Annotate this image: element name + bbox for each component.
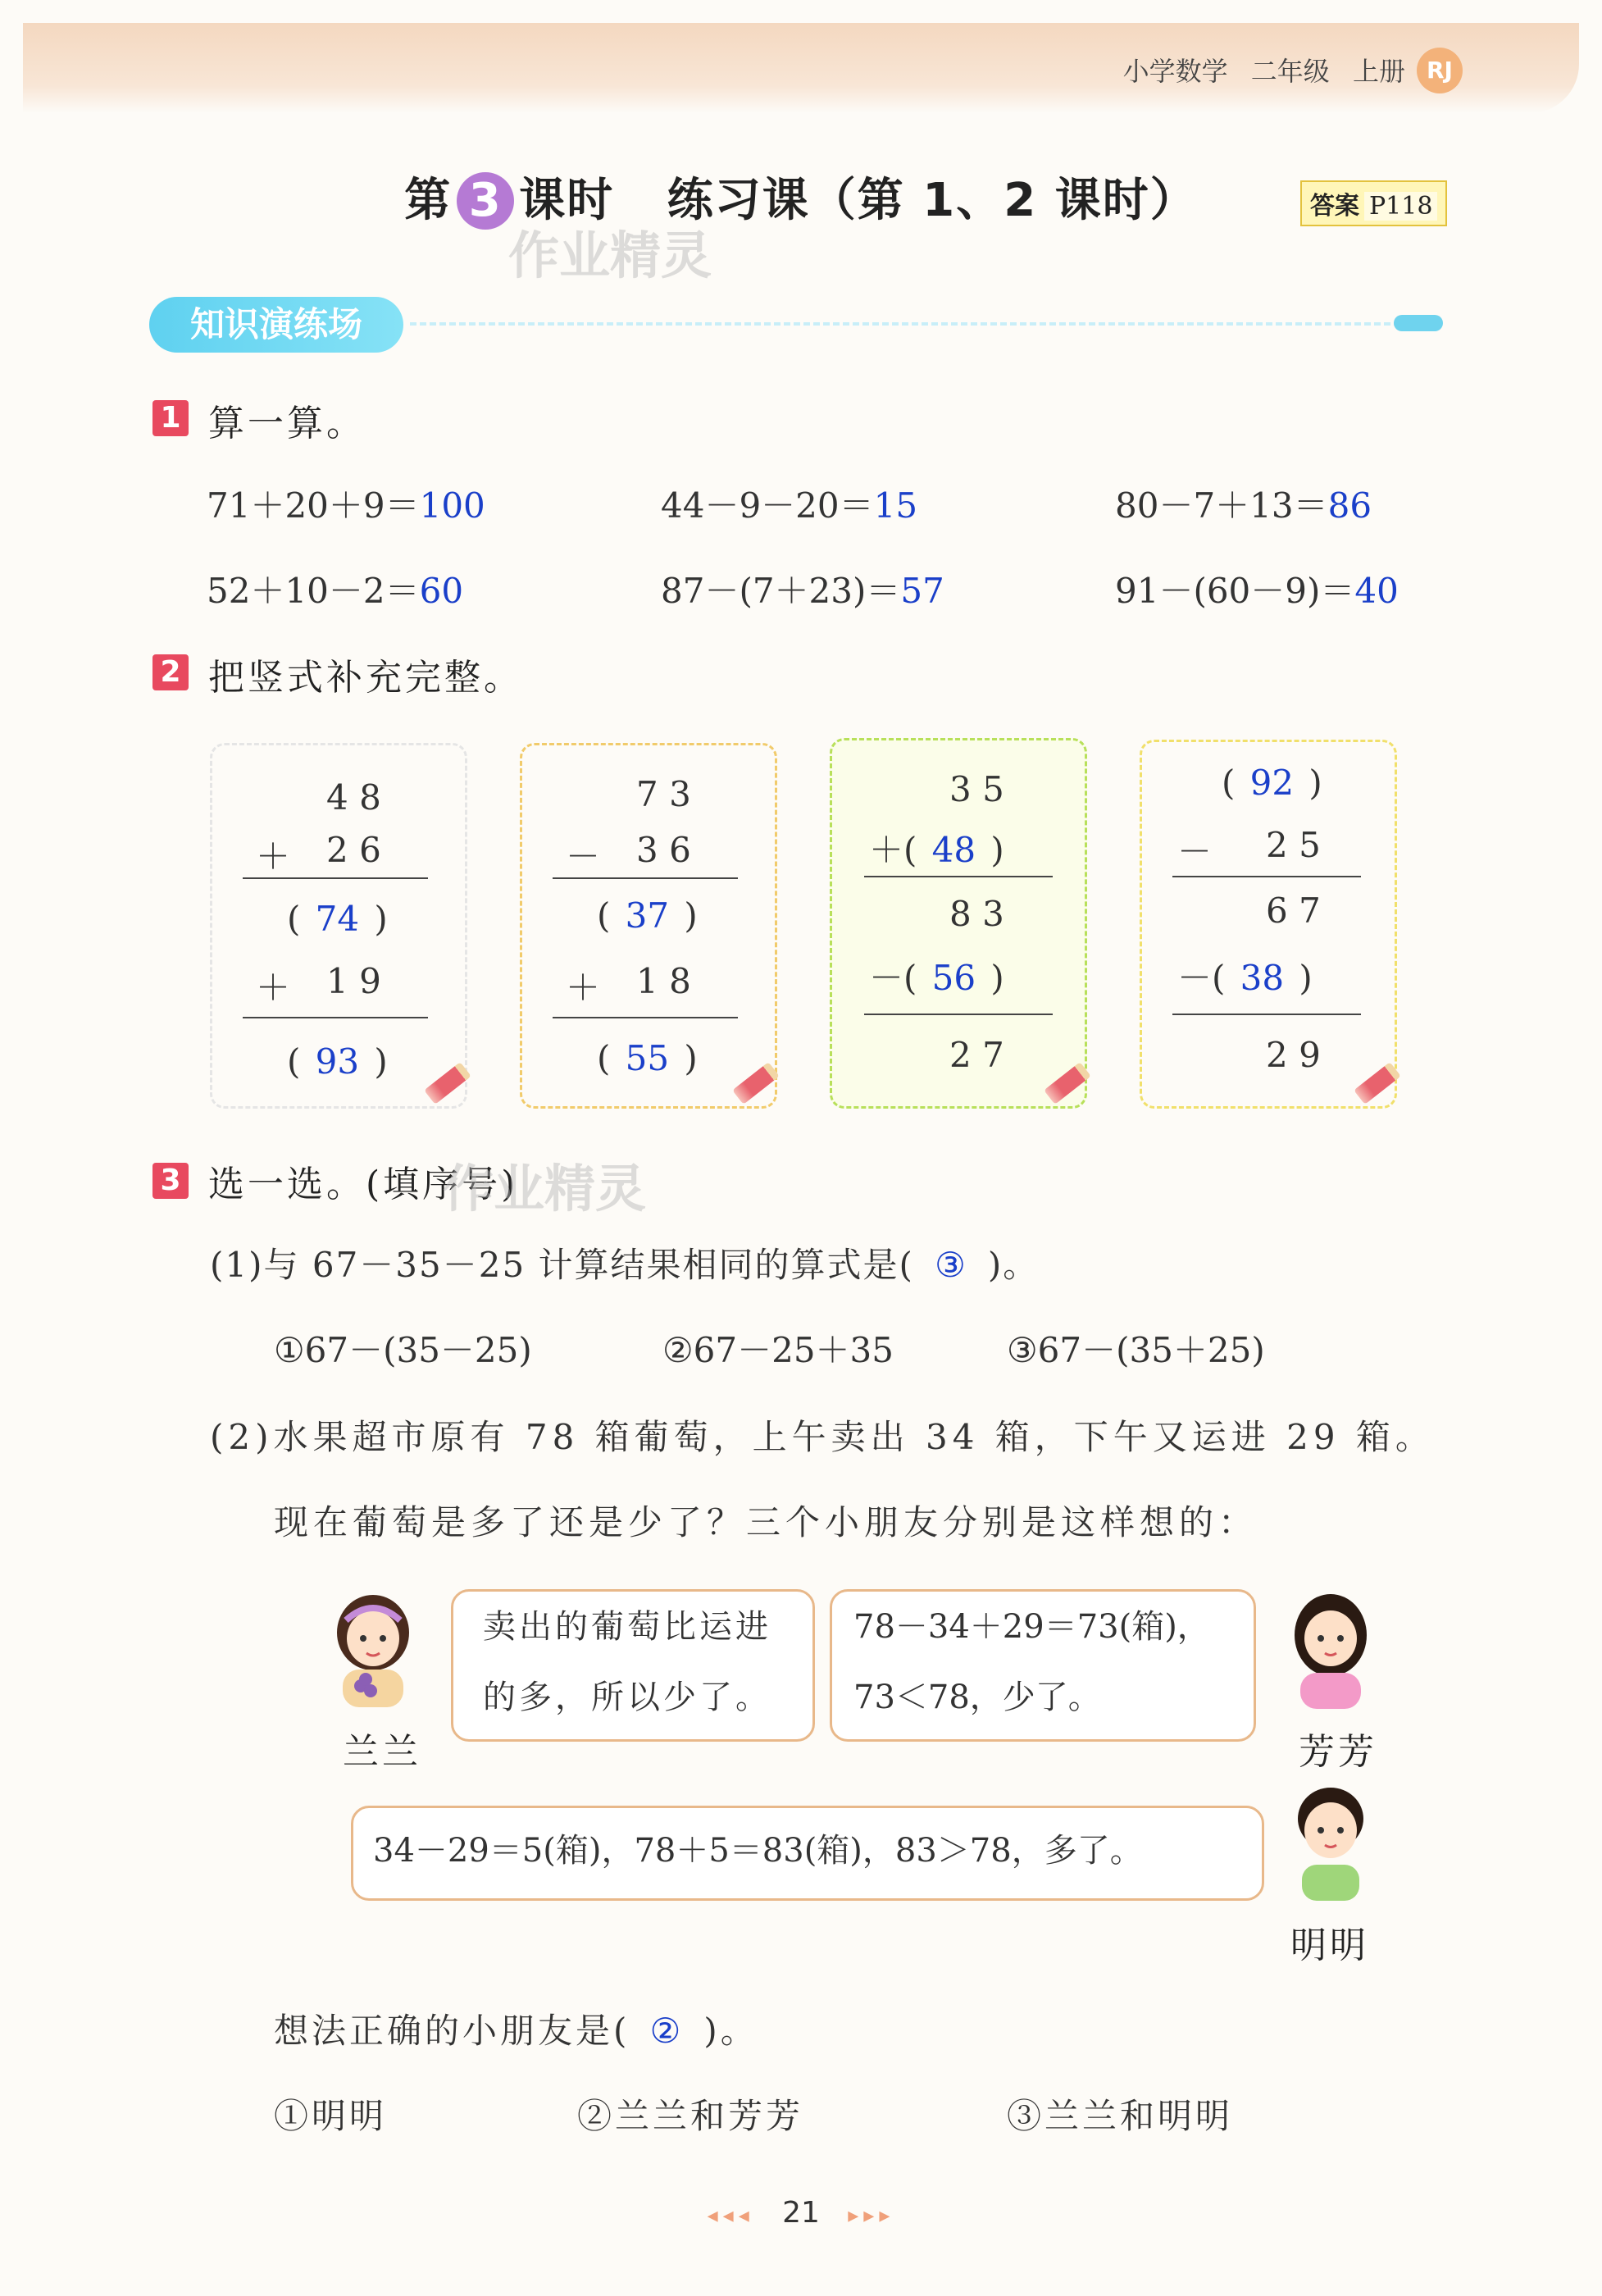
q3-part2-stem: (2)水果超市原有 78 箱葡萄，上午卖出 34 箱，下午又运进 29 箱。	[210, 1417, 1435, 1457]
grade-label: 二年级	[1250, 56, 1330, 87]
answer-page: P118	[1364, 192, 1437, 221]
watermark-top: 作业精灵	[508, 226, 712, 285]
calc-row: 4 8	[326, 777, 381, 818]
calc-line	[553, 1017, 738, 1018]
calc-row: 7 3	[636, 774, 691, 814]
calc-operator: －	[566, 836, 601, 877]
kid-name-lanlan: 兰兰	[343, 1731, 421, 1773]
calc-answer: 38	[1240, 958, 1285, 998]
bubble-line: 卖出的葡萄比运进	[483, 1608, 771, 1646]
option-1: ①67－(35－25)	[274, 1330, 532, 1370]
calc-answer: 92	[1249, 763, 1295, 803]
calc-answer: 56	[931, 958, 976, 998]
calc-row: 3 5	[949, 769, 1004, 809]
option-3: ③67－(35＋25)	[1007, 1330, 1265, 1370]
lesson-name: 练习课（第 1、2 课时）	[667, 174, 1198, 227]
equation-item	[207, 479, 485, 528]
edition-badge: RJ	[1417, 48, 1463, 93]
option-1: ①明明	[274, 2096, 388, 2136]
left-arrows-icon: ◂◂◂	[707, 2203, 754, 2228]
stem-text: )。	[987, 1245, 1040, 1285]
calc-operator: ＋	[256, 836, 291, 877]
equation-expr: 71＋20＋9＝	[207, 485, 420, 526]
calc-line	[553, 877, 738, 879]
answer-label: 答案	[1310, 192, 1359, 221]
calc-answer: 48	[931, 830, 976, 870]
calc-line	[243, 877, 428, 879]
calc-operator: ＋	[566, 968, 601, 1008]
watermark-mid: 作业精灵	[443, 1159, 647, 1219]
speech-bubble-lanlan	[451, 1589, 815, 1742]
question-text: 选一选。(填序号)	[208, 1164, 519, 1205]
equation-expr: 44－9－20＝	[661, 485, 874, 526]
calc-operator: －	[1177, 958, 1213, 998]
right-arrows-icon: ▸▸▸	[848, 2203, 895, 2228]
ask-text: )。	[703, 2011, 758, 2051]
equation-answer: 86	[1327, 485, 1372, 526]
question-text: 把竖式补充完整。	[208, 657, 523, 699]
q3-part2-stem2: 现在葡萄是多了还是少了？三个小朋友分别是这样想的：	[274, 1502, 1258, 1542]
volume-label: 上册	[1352, 56, 1405, 87]
choice-answer: ③	[935, 1245, 967, 1285]
equation-expr: 52＋10－2＝	[207, 571, 420, 611]
calc-row: 2 7	[949, 1035, 1004, 1075]
calc-row: 1 9	[326, 961, 381, 1001]
page-number: 21	[782, 2196, 820, 2230]
calc-answer: 74	[315, 899, 360, 939]
equation-answer: 100	[419, 485, 485, 526]
calc-row: 2 9	[1266, 1035, 1321, 1075]
calc-line	[1172, 1014, 1361, 1015]
question-number: 2	[152, 654, 189, 690]
calc-operator: －	[869, 958, 904, 998]
equation-answer: 15	[873, 485, 918, 526]
calc-operator: ＋	[869, 830, 904, 870]
girl-lanlan-avatar	[328, 1588, 418, 1711]
section-divider	[410, 322, 1410, 326]
bubble-line: 73＜78，少了。	[853, 1679, 1101, 1716]
choice-answer: ②	[649, 2011, 685, 2051]
calc-line	[864, 876, 1053, 877]
calc-row: 1 8	[636, 961, 691, 1001]
calc-answer: 93	[315, 1041, 360, 1082]
equation-expr: 87－(7＋23)＝	[661, 571, 901, 611]
calc-line	[1172, 876, 1361, 877]
title-suffix: 课时	[519, 174, 615, 227]
lesson-number: 3	[457, 172, 514, 230]
boy-mingming-avatar	[1286, 1779, 1376, 1902]
calc-row: 3 6	[636, 830, 691, 870]
equation-item	[1115, 564, 1399, 613]
answer-reference	[1300, 180, 1447, 226]
page-footer	[0, 2196, 1602, 2230]
equation-answer: 57	[900, 571, 944, 611]
option-2: ②兰兰和芳芳	[577, 2096, 804, 2136]
calc-row: 6 7	[1266, 891, 1321, 931]
speech-bubble-mingming	[351, 1806, 1264, 1901]
book-info	[1123, 51, 1405, 89]
girl-fangfang-avatar	[1286, 1588, 1376, 1711]
speech-bubble-fangfang	[830, 1589, 1256, 1742]
section-divider-end	[1394, 315, 1443, 331]
calc-line	[243, 1017, 428, 1018]
bubble-line: 34－29＝5(箱)，78＋5＝83(箱)，83＞78，多了。	[373, 1832, 1143, 1870]
question-text: 算一算。	[208, 403, 366, 444]
equation-expr: 80－7＋13＝	[1115, 485, 1328, 526]
question-number: 1	[152, 400, 189, 436]
equation-answer: 40	[1354, 571, 1399, 611]
calc-row: 2 6	[326, 830, 381, 870]
ask-text: 想法正确的小朋友是(	[274, 2011, 630, 2051]
equation-item	[1115, 479, 1372, 528]
bubble-line: 78－34＋29＝73(箱)，	[853, 1608, 1210, 1646]
q3-part1-stem	[210, 1238, 1039, 1287]
kid-name-fangfang: 芳芳	[1299, 1731, 1377, 1773]
equation-item	[661, 479, 917, 528]
calc-operator: ＋	[256, 968, 291, 1008]
equation-expr: 91－(60－9)＝	[1115, 571, 1355, 611]
stem-text: (1)与 67－35－25 计算结果相同的算式是(	[210, 1245, 914, 1285]
equation-answer: 60	[419, 571, 464, 611]
question-number: 3	[152, 1163, 189, 1199]
title-prefix: 第	[404, 174, 453, 227]
calc-line	[864, 1014, 1053, 1015]
equation-item	[207, 564, 463, 613]
equation-item	[661, 564, 944, 613]
bubble-line: 的多，所以少了。	[483, 1679, 771, 1716]
subject-label: 小学数学	[1122, 56, 1228, 87]
option-3: ③兰兰和明明	[1007, 2096, 1234, 2136]
option-2: ②67－25＋35	[662, 1330, 894, 1370]
q3-part2-ask	[274, 2004, 758, 2053]
calc-operator: －	[1177, 831, 1213, 872]
calc-row: 8 3	[949, 894, 1004, 934]
calc-row: 2 5	[1266, 825, 1321, 865]
calc-answer: 55	[625, 1038, 670, 1078]
section-label: 知识演练场	[149, 297, 403, 353]
kid-name-mingming: 明明	[1290, 1925, 1369, 1966]
calc-answer: 37	[625, 895, 670, 936]
